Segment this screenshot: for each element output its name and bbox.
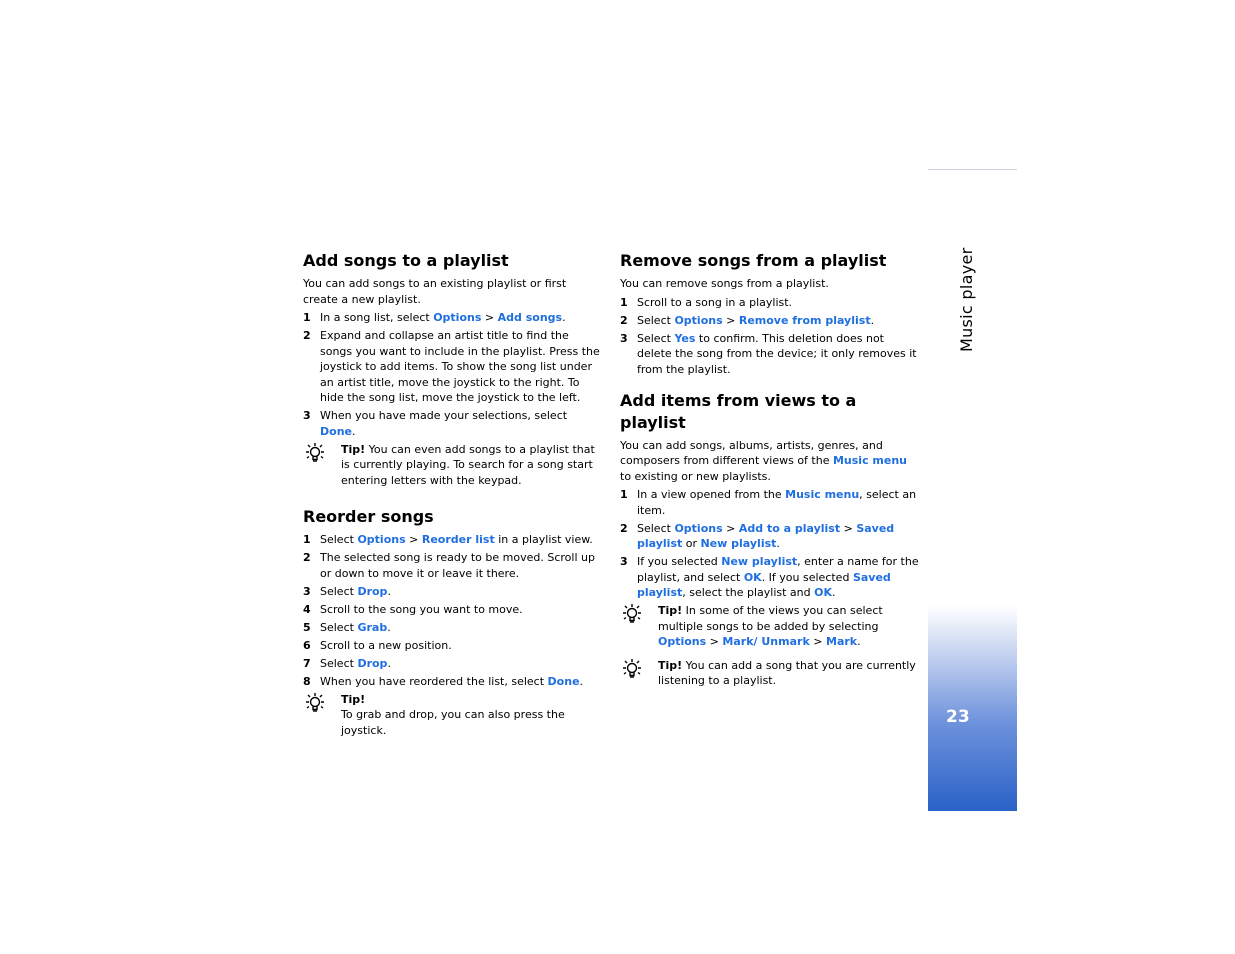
step-item: 1 In a view opened from the Music menu, select an item.: [620, 488, 917, 517]
lightbulb-icon: [620, 602, 644, 626]
tip-add-songs: Tip! You can even add songs to a playlist that is currently playing. To search for a song start entering letters with the keypad.: [303, 442, 603, 489]
lightbulb-icon: [303, 691, 327, 715]
page-number: 23: [946, 707, 970, 727]
steps-reorder: [303, 532, 603, 689]
tip-add-items-2: Tip! You can add a song that you are currently listening to a playlist.: [620, 658, 920, 689]
heading-remove: Remove songs from a playlist: [620, 251, 887, 270]
step-item: 1 In a song list, select Options > Add songs.: [303, 311, 566, 324]
step-item: 2 Select Options > Remove from playlist.: [620, 313, 875, 327]
intro-add-songs: You can add songs to an existing playlist or first create a new playlist.: [303, 277, 567, 306]
lightbulb-icon: [303, 441, 327, 465]
heading-reorder: Reorder songs: [303, 507, 434, 526]
step-item: 4 Scroll to the song you want to move.: [303, 602, 523, 616]
step-item: 3 Select Yes to confirm. This deletion does not delete the song from the device; it only removes it from the playlist.: [620, 331, 917, 376]
step-item: 6 Scroll to a new position.: [303, 638, 452, 652]
left-column: [303, 250, 603, 746]
step-item: 5 Select Grab.: [303, 620, 391, 634]
tip-add-items-1: Tip! In some of the views you can select multiple songs to be added by selecting Options > Mark/ Unmark > Mark.: [620, 603, 920, 650]
heading-add-items: Add items from views to a playlist: [620, 390, 857, 432]
lightbulb-icon: [620, 657, 644, 681]
step-item: 2 Expand and collapse an artist title to find the songs you want to include in the playlist. Press the joystick to add items. To show the song list under an artist title, move the joystick to the right. To hide the song list, move the joystick to the left.: [303, 329, 600, 404]
step-item: 1 Select Options > Reorder list in a playlist view.: [303, 533, 593, 546]
steps-remove: [620, 295, 920, 378]
intro-add-items: You can add songs, albums, artists, genres, and composers from different views of the Music menu to existing or new playlists.: [620, 438, 908, 483]
section-title: Music player: [957, 247, 976, 352]
intro-remove: You can remove songs from a playlist.: [620, 277, 829, 290]
steps-add-songs: [303, 310, 603, 439]
step-item: 3 Select Drop.: [303, 584, 391, 598]
steps-add-items: [620, 487, 920, 601]
heading-add-songs: Add songs to a playlist: [303, 251, 509, 270]
step-item: 2 Select Options > Add to a playlist > Saved playlist or New playlist.: [620, 521, 895, 550]
step-item: 3 When you have made your selections, select Done.: [303, 409, 568, 438]
step-item: 1 Scroll to a song in a playlist.: [620, 295, 793, 309]
step-item: 2 The selected song is ready to be moved. Scroll up or down to move it or leave it there.: [303, 551, 595, 580]
step-item: 8 When you have reordered the list, select Done.: [303, 674, 584, 688]
step-item: 7 Select Drop.: [303, 656, 391, 670]
step-item: 3 If you selected New playlist, enter a name for the playlist, and select OK. If you selected Saved playlist, select the playlist and OK.: [620, 555, 919, 599]
tip-reorder: Tip! To grab and drop, you can also press the joystick.: [303, 692, 603, 739]
right-column: [620, 250, 920, 697]
